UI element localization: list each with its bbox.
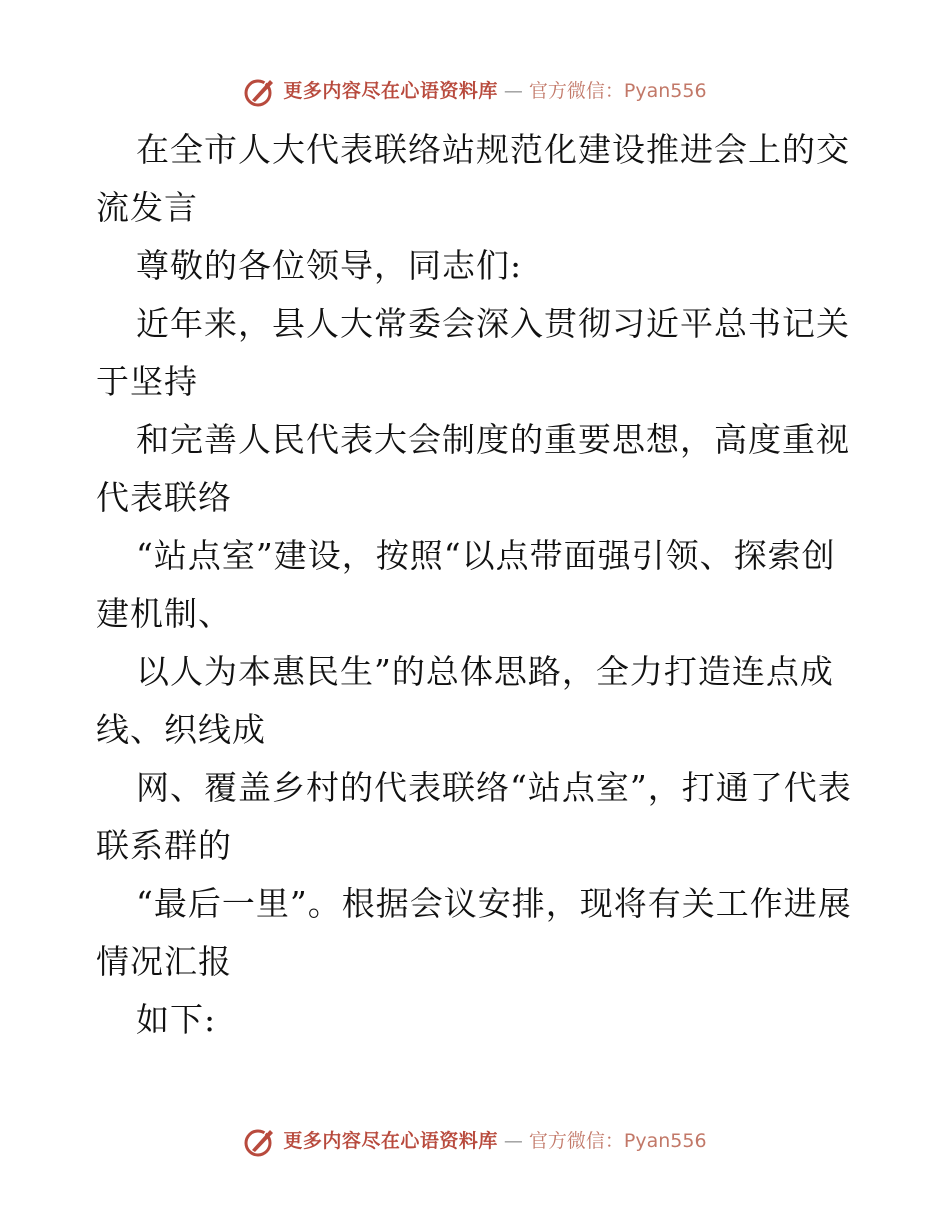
paragraph-line: “站点室”建设，按照“以点带面强引领、探索创建机制、 bbox=[96, 536, 836, 633]
watermark-separator: — bbox=[503, 80, 523, 102]
watermark-contact: 官方微信：Pyan556 bbox=[528, 1130, 707, 1152]
paragraph-line: “最后一里”。根据会议安排，现将有关工作进展情况汇报 bbox=[96, 884, 852, 981]
document-title: 在全市人大代表联络站规范化建设推进会上的交流发言 bbox=[96, 130, 850, 227]
watermark-site-text: 更多内容尽在心语资料库 bbox=[283, 1130, 498, 1152]
paragraph-line: 网、覆盖乡村的代表联络“站点室”，打通了代表联系群的 bbox=[96, 768, 852, 865]
paragraph-line: 近年来，县人大常委会深入贯彻习近平总书记关于坚持 bbox=[96, 304, 850, 401]
document-body bbox=[96, 121, 856, 1049]
salutation: 尊敬的各位领导，同志们: bbox=[136, 246, 523, 285]
watermark-footer bbox=[0, 1124, 950, 1158]
paragraph-line: 以人为本惠民生”的总体思路，全力打造连点成线、织线成 bbox=[96, 652, 834, 749]
watermark-site-text: 更多内容尽在心语资料库 bbox=[283, 80, 498, 102]
paragraph-line: 和完善人民代表大会制度的重要思想，高度重视代表联络 bbox=[96, 420, 850, 517]
watermark-header bbox=[0, 74, 950, 108]
watermark-separator: — bbox=[503, 1130, 523, 1152]
quill-logo-icon bbox=[243, 1124, 277, 1158]
paragraph-line: 如下: bbox=[136, 1000, 217, 1039]
watermark-contact: 官方微信：Pyan556 bbox=[528, 80, 707, 102]
quill-logo-icon bbox=[243, 74, 277, 108]
